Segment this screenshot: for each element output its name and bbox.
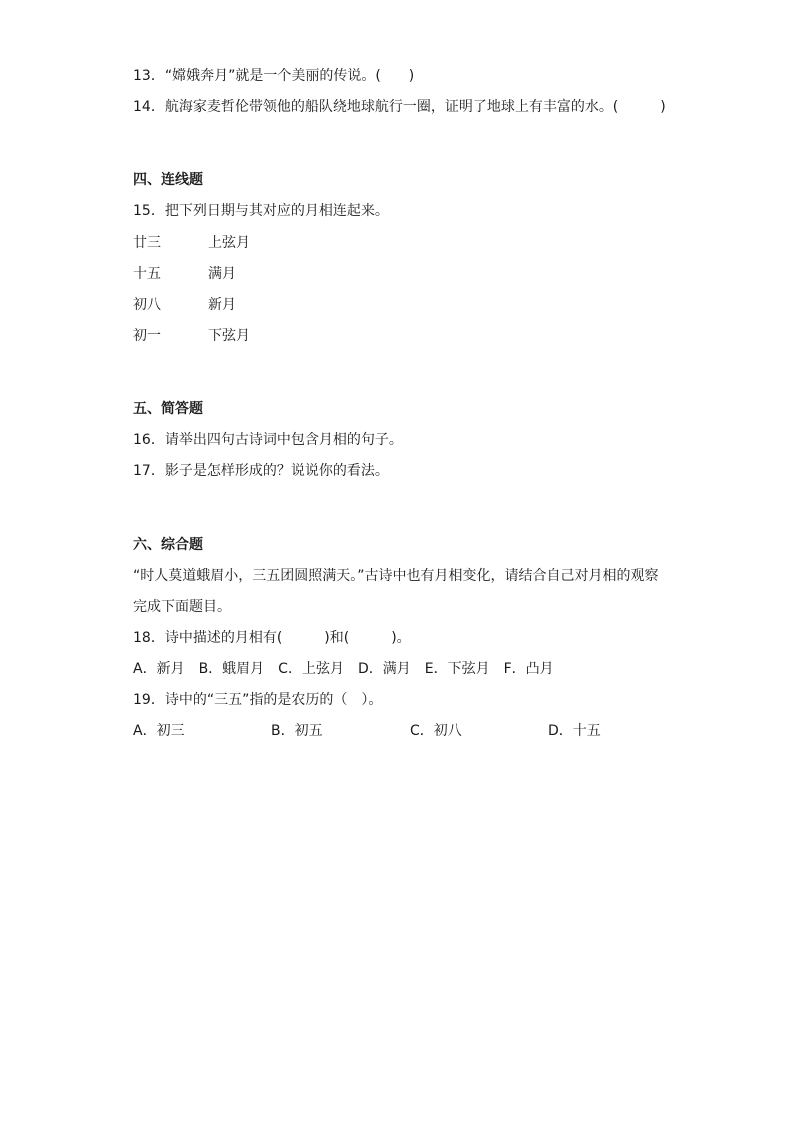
- question-19: 19．诗中的“三五”指的是农历的（ ）。: [133, 692, 383, 708]
- match-phase-4: 下弦月: [208, 328, 250, 344]
- question-19-option-c: C．初八: [410, 723, 462, 739]
- question-16: 16．请举出四句古诗词中包含月相的句子。: [133, 432, 403, 448]
- match-date-1: 廿三: [133, 235, 161, 251]
- match-date-2: 十五: [133, 266, 161, 282]
- match-date-3: 初八: [133, 297, 161, 313]
- match-phase-3: 新月: [208, 297, 236, 313]
- question-18: 18．诗中描述的月相有( )和( )。: [133, 630, 411, 646]
- question-18-options: A．新月 B．蛾眉月 C．上弦月 D．满月 E．下弦月 F．凸月: [133, 661, 554, 677]
- section-heading-matching: 四、连线题: [133, 172, 203, 188]
- section-heading-short-answer: 五、简答题: [133, 401, 203, 417]
- match-date-4: 初一: [133, 328, 161, 344]
- match-phase-2: 满月: [208, 266, 236, 282]
- poem-intro-line-2: 完成下面题目。: [133, 599, 231, 615]
- question-15: 15．把下列日期与其对应的月相连起来。: [133, 203, 389, 219]
- question-19-option-d: D．十五: [548, 723, 601, 739]
- question-19-option-b: B．初五: [271, 723, 323, 739]
- question-14: 14．航海家麦哲伦带领他的船队绕地球航行一圈，证明了地球上有丰富的水。( ): [133, 99, 666, 115]
- poem-intro-line-1: “时人莫道蛾眉小，三五团圆照满天。”古诗中也有月相变化，请结合自己对月相的观察: [133, 568, 659, 584]
- section-heading-comprehensive: 六、综合题: [133, 537, 203, 553]
- question-19-option-a: A．初三: [133, 723, 185, 739]
- match-phase-1: 上弦月: [208, 235, 250, 251]
- question-17: 17．影子是怎样形成的？说说你的看法。: [133, 463, 389, 479]
- question-13: 13．“嫦娥奔月”就是一个美丽的传说。( ): [133, 68, 415, 84]
